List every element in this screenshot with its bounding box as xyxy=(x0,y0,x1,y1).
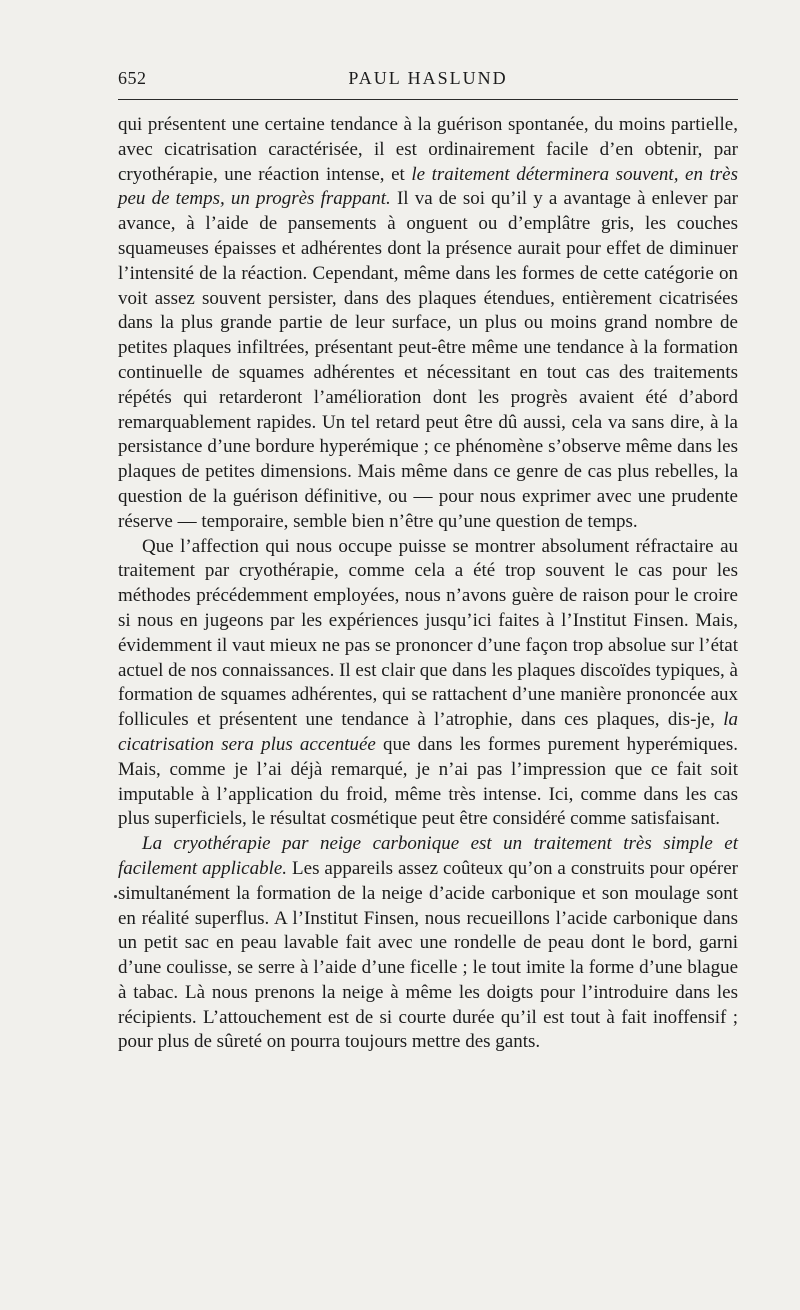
text-run: Que l’affection qui nous occupe puisse se montrer absolument réfractaire au traitement par cryothérapie, comme cela a été trop souvent le cas pour les méthodes précédemment employées, nous n’avons guère de raison pour le croire si nous en jugeons par les expériences jusqu’ici faites à l’Institut Finsen. Mais, évidemment il vaut mieux ne pas se prononcer d’une façon trop absolue sur l’état actuel de nos connaissances. Il est clair que dans les plaques discoïdes typiques, à formation de squames adhérentes, qui se rattachent d’une manière prononcée aux follicules et présentent une tendance à l’atrophie, dans ces plaques, dis-je, xyxy=(118,535,738,731)
body-text xyxy=(118,113,738,1055)
print-speck xyxy=(114,895,117,898)
page-header xyxy=(118,64,738,98)
paragraph-3 xyxy=(118,832,738,1055)
text-run: qui présentent une certaine tendance à la guérison spontanée, du moins partielle, avec cicatrisation caractérisée, il est ordinairement facile d’en obtenir, par cryothérapie, une réaction intense, et xyxy=(118,114,738,185)
paragraph-2 xyxy=(118,535,738,833)
header-rule xyxy=(118,99,738,100)
paragraph-1 xyxy=(118,113,738,535)
italic-text-run: le traitement déterminera souvent, en très peu de temps, un progrès frappant. xyxy=(118,163,738,210)
text-run: Les appareils assez coûteux qu’on a construits pour opérer simultanément la formation de la neige d’acide carbonique et son moulage sont en réalité superflus. A l’Institut Finsen, nous recueillons l’acide carbonique dans un petit sac en peau lavable fait avec une rondelle de peau dont le bord, garni d’une coulisse, se serre à l’aide d’une ficelle ; le tout imite la forme d’une blague à tabac. Là nous prenons la neige à même les doigts pour l’introduire dans les récipients. L’attouchement est de si courte durée qu’il est tout à fait inoffensif ; pour plus de sûreté on pourra toujours mettre des gants. xyxy=(118,857,738,1053)
page-number: 652 xyxy=(118,68,147,88)
italic-text-run: La cryothérapie par neige carbonique est un traitement très simple et facilement applicable. xyxy=(118,833,738,879)
text-run: que dans les formes purement hyperémiques. Mais, comme je l’ai déjà remarqué, je n’ai pas l’impression que ce fait soit imputable à l’application du froid, même très intense. Ici, comme dans les cas plus superficiels, le résultat cosmétique peut être considéré comme satisfaisant. xyxy=(118,733,738,830)
italic-text-run: la cicatrisation sera plus accentuée xyxy=(118,709,738,755)
text-run: Il va de soi qu’il y a avantage à enlever par avance, à l’aide de pansements à onguent ou d’emplâtre gris, les couches squameuses épaisses et adhérentes dont la présence aurait pour effet de diminuer l’intensité de la réaction. Cependant, même dans les formes de cette catégorie on voit assez souvent persister, dans des plaques étendues, entièrement cicatrisées dans la plus grande partie de leur surface, un plus ou moins grand nombre de petites plaques infiltrées, présentant peut-être même une tendance à la formation continuelle de squames adhérentes et nécessitant en tout cas des traitements répétés qui retarderont l’amélioration dont les progrès avaient été d’abord remarquablement rapides. Un tel retard peut être dû aussi, cela va sans dire, à la persistance d’une bordure hyperémique ; ce phénomène s’observe même dans les plaques de petites dimensions. Mais même dans ce genre de cas plus rebelles, la question de la guérison définitive, ou — pour nous exprimer avec une prudente réserve — temporaire, semble bien n’être qu’une question de temps. xyxy=(118,188,738,532)
running-head: PAUL HASLUND xyxy=(348,68,508,88)
